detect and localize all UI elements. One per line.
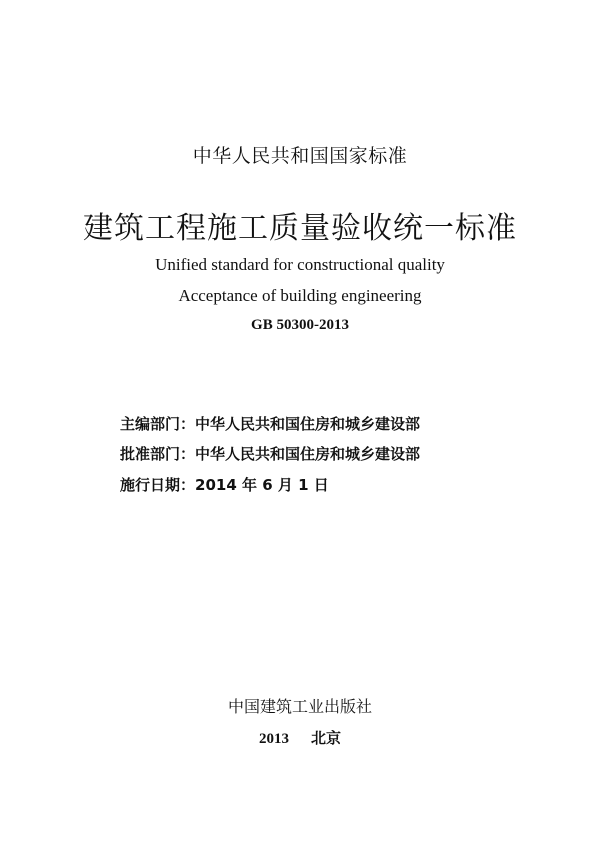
publication-year: 2013 [258, 731, 289, 747]
meta-label: 主编部门： [120, 415, 196, 433]
meta-value: 中华人民共和国住房和城乡建设部 [195, 415, 421, 433]
approving-department [120, 443, 420, 464]
issuing-authority: 中华人民共和国国家标准 [192, 145, 408, 167]
effective-date [120, 474, 329, 495]
meta-label: 施行日期： [120, 476, 196, 494]
publication-city: 北京 [310, 731, 341, 747]
chief-editing-department [120, 413, 420, 434]
standard-code: GB 50300-2013 [251, 317, 349, 333]
meta-label: 批准部门： [120, 445, 196, 463]
document-title-english-line-1: Unified standard for constructional quality [155, 255, 445, 274]
document-title-english-line-2: Acceptance of building engineering [178, 286, 422, 305]
meta-value: 2014 年 6 月 1 日 [195, 476, 329, 494]
meta-value: 中华人民共和国住房和城乡建设部 [195, 445, 421, 463]
publication-info [0, 727, 600, 748]
document-title-chinese: 建筑工程施工质量验收统一标准 [83, 211, 517, 246]
publisher: 中国建筑工业出版社 [227, 697, 372, 716]
